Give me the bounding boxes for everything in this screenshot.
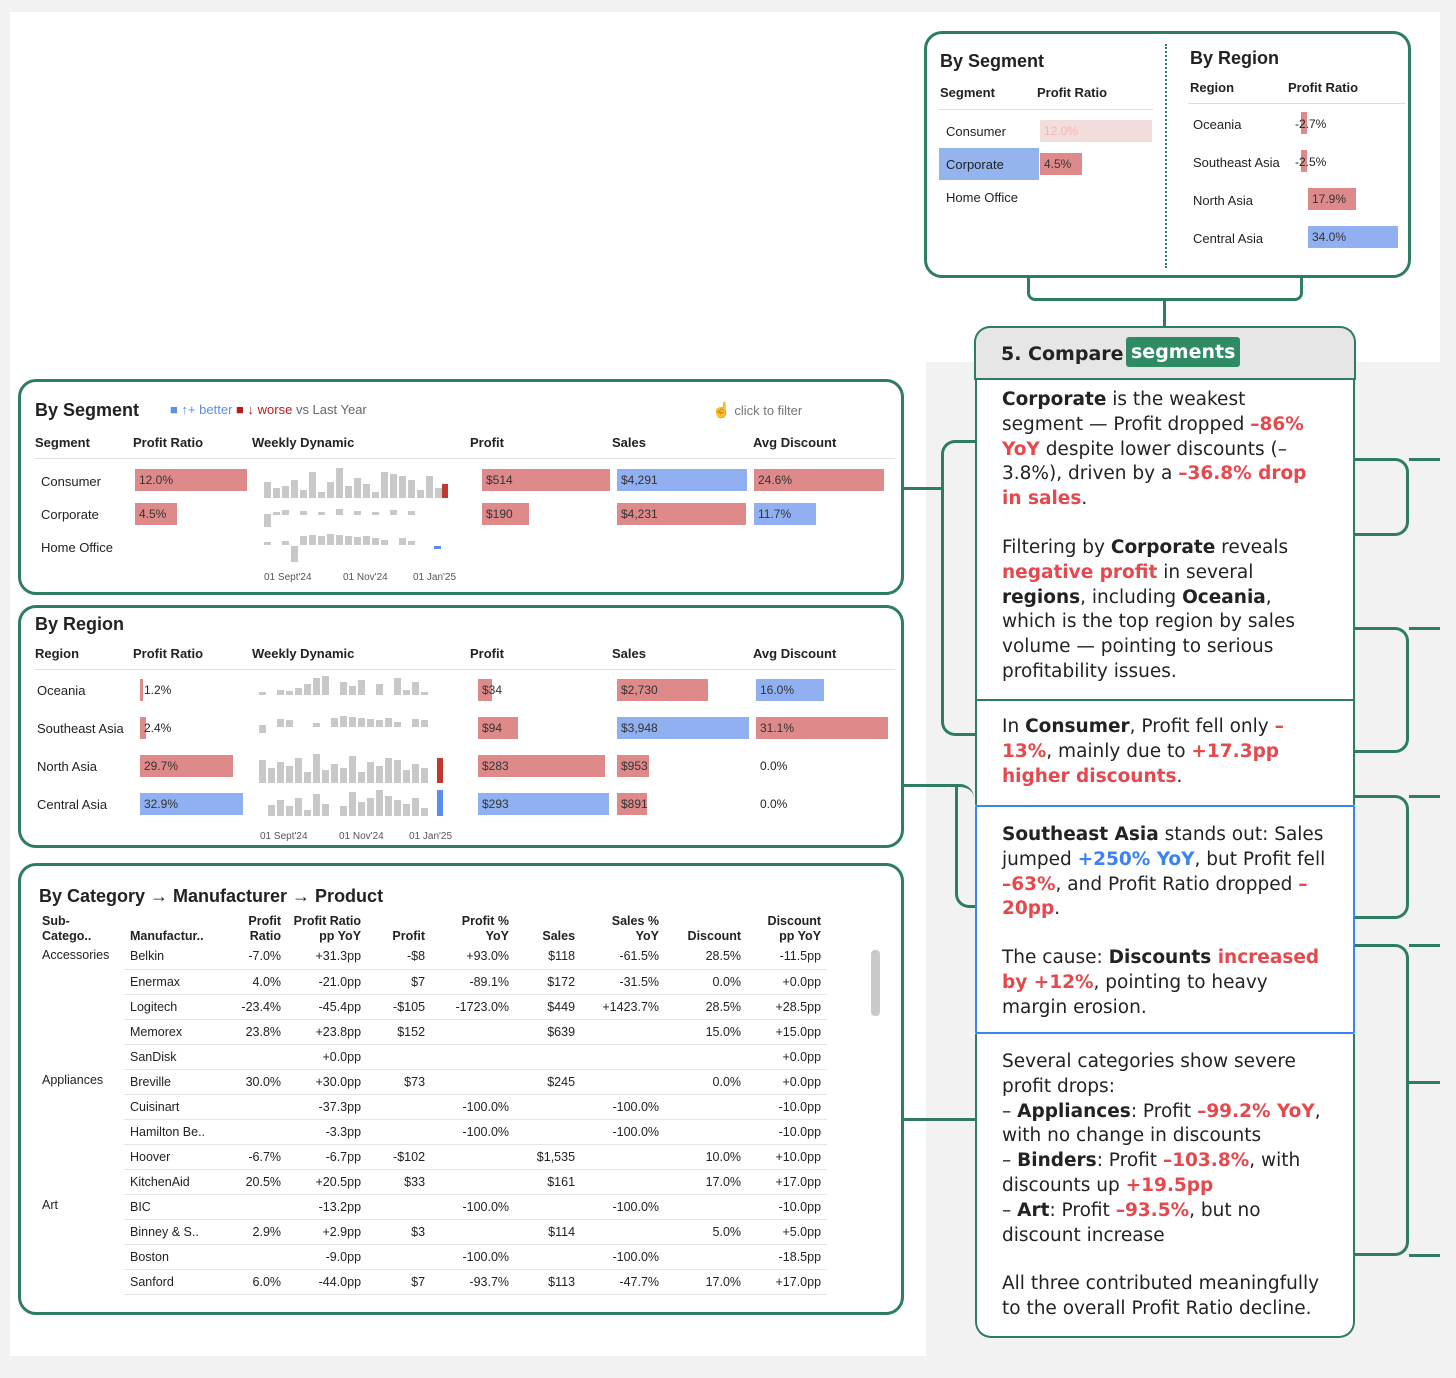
- table-cell: [431, 1144, 515, 1169]
- table-cell: [36, 1244, 124, 1269]
- table-cell: [367, 1044, 431, 1069]
- connector: [1027, 277, 1303, 301]
- table-cell: -$8: [367, 944, 431, 969]
- table-row[interactable]: [36, 1044, 827, 1069]
- table-row[interactable]: [36, 994, 827, 1019]
- table-cell: [367, 1194, 431, 1219]
- profit-bar[interactable]: $293: [478, 793, 609, 815]
- table-cell: $113: [515, 1269, 581, 1294]
- category-table: [36, 912, 827, 1295]
- axis-tick: 01 Nov'24: [343, 572, 388, 583]
- insight-text: The cause: Discounts increased by +12%, pointing to heavy margin erosion.: [1002, 947, 1320, 1018]
- table-row[interactable]: [36, 969, 827, 994]
- table-cell: $172: [515, 969, 581, 994]
- category-title: By Category → Manufacturer → Product: [39, 886, 384, 906]
- table-cell: [665, 1094, 747, 1119]
- table-cell: 23.8%: [211, 1019, 287, 1044]
- table-cell: [36, 1044, 124, 1069]
- table-cell: 28.5%: [665, 994, 747, 1019]
- profit-ratio-bar[interactable]: 29.7%: [140, 755, 233, 777]
- profit-ratio-bar[interactable]: 17.9%: [1308, 188, 1356, 210]
- col-header: Profit Ratio: [1288, 80, 1359, 95]
- table-cell: BIC: [124, 1194, 211, 1219]
- table-row[interactable]: [36, 1119, 827, 1144]
- table-cell: Art: [42, 1198, 58, 1212]
- profit-ratio-bar[interactable]: 4.5%: [1040, 153, 1082, 175]
- table-cell: Binney & S..: [124, 1219, 211, 1244]
- segment-title: By Segment: [35, 400, 140, 420]
- table-cell: $33: [367, 1169, 431, 1194]
- table-cell: [431, 1169, 515, 1194]
- table-cell: +0.0pp: [747, 1069, 827, 1094]
- col-header: Segment: [35, 435, 90, 450]
- table-cell: [515, 1044, 581, 1069]
- table-cell: [367, 1094, 431, 1119]
- table-cell: [665, 1119, 747, 1144]
- table-cell: -61.5%: [581, 944, 665, 969]
- sales-bar[interactable]: $2,730: [617, 679, 708, 701]
- table-cell: +0.0pp: [747, 969, 827, 994]
- axis-tick: 01 Sept'24: [264, 572, 312, 583]
- click-hint-label: click to filter: [734, 403, 803, 418]
- table-cell: +10.0pp: [747, 1144, 827, 1169]
- table-cell: Hoover: [124, 1144, 211, 1169]
- region-row-north-asia[interactable]: North Asia: [37, 759, 97, 774]
- table-cell: [36, 969, 124, 994]
- discount-value: 0.0%: [760, 759, 788, 773]
- profit-bar[interactable]: $190: [482, 503, 529, 525]
- col-header: Manufactur..: [130, 929, 204, 943]
- col-header: Sales % YoY: [611, 914, 660, 943]
- profit-ratio-bar[interactable]: 32.9%: [140, 793, 243, 815]
- table-cell: $161: [515, 1169, 581, 1194]
- sales-bar[interactable]: $3,948: [617, 717, 749, 739]
- connector: [1355, 627, 1409, 753]
- table-cell: -13.2pp: [287, 1194, 367, 1219]
- table-cell: +0.0pp: [287, 1044, 367, 1069]
- insight-text: Southeast Asia stands out: Sales jumped +250% YoY, but Profit fell –63%, and Profit Ratio dropped –20pp.: [1002, 824, 1326, 920]
- table-cell: $152: [367, 1019, 431, 1044]
- table-cell: Hamilton Be..: [124, 1119, 211, 1144]
- insight-consumer: [975, 701, 1355, 805]
- legend-worse: ■ ↓ worse: [236, 402, 293, 417]
- table-cell: [36, 1169, 124, 1194]
- table-cell: $114: [515, 1219, 581, 1244]
- scrollbar[interactable]: [871, 950, 880, 1016]
- table-cell: -31.5%: [581, 969, 665, 994]
- table-cell: -100.0%: [431, 1094, 515, 1119]
- col-header: Avg Discount: [753, 435, 837, 450]
- profit-bar[interactable]: $94: [478, 717, 518, 739]
- col-header: Weekly Dynamic: [252, 646, 355, 661]
- table-cell: Memorex: [124, 1019, 211, 1044]
- weekly-sparkline: [258, 462, 458, 572]
- table-cell: 6.0%: [211, 1269, 287, 1294]
- profit-ratio-value: -2.7%: [1295, 117, 1327, 131]
- axis-tick: 01 Jan'25: [409, 831, 453, 842]
- table-row[interactable]: [36, 1144, 827, 1169]
- table-cell: 30.0%: [211, 1069, 287, 1094]
- table-row[interactable]: [36, 1169, 827, 1194]
- table-cell: +17.0pp: [747, 1169, 827, 1194]
- table-cell: [36, 1094, 124, 1119]
- col-header: Sales: [612, 646, 646, 661]
- col-header: Profit: [392, 929, 426, 943]
- table-cell: [211, 1119, 287, 1144]
- filter-segment-corporate[interactable]: Corporate: [946, 157, 1004, 172]
- connector: [904, 487, 944, 490]
- table-cell: +1423.7%: [581, 994, 665, 1019]
- col-header: Profit Ratio: [133, 435, 204, 450]
- profit-ratio-bar[interactable]: [140, 679, 143, 701]
- region-title: By Region: [35, 614, 125, 634]
- connector: [1355, 944, 1409, 1256]
- table-cell: [581, 1144, 665, 1169]
- table-cell: Accessories: [42, 948, 110, 962]
- insight-text: Several categories show severe profit drops: – Appliances: Profit –99.2% YoY, with no change in discounts – Binders: Profit –103.8%, with discounts up +19.5pp – Art: Profit –93.5%, but no discount increase: [1002, 1051, 1321, 1246]
- insight-text: Filtering by Corporate reveals negative profit in several regions, including Oceania, which is the top region by sales volume — pointing to serious profitability issues.: [1002, 536, 1295, 682]
- insight-text: Corporate is the weakest segment — Profit dropped –86% YoY despite lower discounts (–3.8%), driven by a –36.8% drop in sales.: [1002, 389, 1307, 510]
- profit-ratio-value: -2.5%: [1295, 155, 1327, 169]
- filter-segment-home-office[interactable]: Home Office: [946, 190, 1019, 205]
- table-cell: $7: [367, 1269, 431, 1294]
- table-cell: +28.5pp: [747, 994, 827, 1019]
- table-cell: Cuisinart: [124, 1094, 211, 1119]
- discount-bar[interactable]: 11.7%: [754, 503, 816, 525]
- table-cell: -100.0%: [581, 1094, 665, 1119]
- insight-southeast-asia: [975, 805, 1355, 1034]
- table-cell: Sanford: [124, 1269, 211, 1294]
- profit-bar[interactable]: $34: [478, 679, 492, 701]
- table-cell: [36, 1219, 124, 1244]
- col-header: Sales: [542, 929, 576, 943]
- table-cell: 0.0%: [665, 1069, 747, 1094]
- table-cell: [581, 1069, 665, 1094]
- table-cell: -21.0pp: [287, 969, 367, 994]
- connector: [1409, 627, 1440, 630]
- filter-region-oceania[interactable]: Oceania: [1193, 117, 1242, 132]
- table-cell: -3.3pp: [287, 1119, 367, 1144]
- table-row[interactable]: [36, 1194, 827, 1219]
- table-cell: Logitech: [124, 994, 211, 1019]
- col-header: Discount pp YoY: [767, 914, 822, 943]
- profit-ratio-value: 1.2%: [144, 683, 172, 697]
- connector: [1409, 944, 1440, 947]
- table-cell: $639: [515, 1019, 581, 1044]
- click-to-filter-hint[interactable]: [712, 401, 802, 419]
- table-cell: -1723.0%: [431, 994, 515, 1019]
- table-cell: [515, 1244, 581, 1269]
- table-cell: [515, 1194, 581, 1219]
- table-cell: [36, 1269, 124, 1294]
- table-cell: $449: [515, 994, 581, 1019]
- col-header: Region: [35, 646, 80, 661]
- region-row-oceania[interactable]: Oceania: [37, 683, 86, 698]
- segment-row-home-office[interactable]: Home Office: [41, 540, 114, 555]
- table-cell: -100.0%: [581, 1119, 665, 1144]
- table-cell: [36, 1119, 124, 1144]
- axis-tick: 01 Jan'25: [413, 572, 457, 583]
- connector: [1163, 300, 1166, 328]
- filter-region-north-asia[interactable]: North Asia: [1193, 193, 1253, 208]
- table-cell: -$102: [367, 1144, 431, 1169]
- discount-value: 0.0%: [760, 797, 788, 811]
- table-cell: KitchenAid: [124, 1169, 211, 1194]
- table-cell: [581, 1169, 665, 1194]
- profit-ratio-bar[interactable]: 12.0%: [135, 469, 247, 491]
- col-header: Discount: [687, 929, 742, 943]
- insight-text: In Consumer, Profit fell only –13%, mainly due to +17.3pp higher discounts.: [1002, 716, 1284, 787]
- table-cell: -6.7pp: [287, 1144, 367, 1169]
- connector: [1409, 458, 1440, 461]
- table-cell: 17.0%: [665, 1269, 747, 1294]
- hand-pointer-icon: ☝: [712, 402, 731, 419]
- connector: [1355, 458, 1409, 536]
- table-cell: -9.0pp: [287, 1244, 367, 1269]
- table-cell: +17.0pp: [747, 1269, 827, 1294]
- table-cell: [36, 994, 124, 1019]
- table-cell: +30.0pp: [287, 1069, 367, 1094]
- connector: [904, 1118, 976, 1121]
- table-cell: +5.0pp: [747, 1219, 827, 1244]
- segment-row-consumer[interactable]: Consumer: [41, 474, 101, 489]
- table-cell: -44.0pp: [287, 1269, 367, 1294]
- table-cell: [36, 1144, 124, 1169]
- step-number: 5. Compare: [1001, 343, 1124, 365]
- table-cell: [36, 1019, 124, 1044]
- profit-bar[interactable]: $283: [478, 755, 605, 777]
- table-cell: +23.8pp: [287, 1019, 367, 1044]
- table-cell: 2.9%: [211, 1219, 287, 1244]
- table-cell: -93.7%: [431, 1269, 515, 1294]
- table-cell: 20.5%: [211, 1169, 287, 1194]
- table-cell: [665, 1194, 747, 1219]
- table-row[interactable]: [36, 1219, 827, 1244]
- table-cell: $245: [515, 1069, 581, 1094]
- table-cell: $73: [367, 1069, 431, 1094]
- table-cell: 28.5%: [665, 944, 747, 969]
- col-header: Sales: [612, 435, 646, 450]
- table-cell: +2.9pp: [287, 1219, 367, 1244]
- table-row[interactable]: [36, 944, 827, 969]
- profit-ratio-value: 2.4%: [144, 721, 172, 735]
- sales-bar[interactable]: $891: [617, 793, 647, 815]
- table-cell: -$105: [367, 994, 431, 1019]
- table-cell: [367, 1119, 431, 1144]
- table-cell: 15.0%: [665, 1019, 747, 1044]
- filter-region-title: By Region: [1190, 48, 1280, 68]
- legend: [170, 402, 367, 417]
- col-header: Avg Discount: [753, 646, 837, 661]
- col-header: Region: [1190, 80, 1235, 95]
- insight-text: All three contributed meaningfully to the overall Profit Ratio decline.: [1002, 1273, 1320, 1320]
- table-cell: -100.0%: [431, 1244, 515, 1269]
- axis-tick: 01 Nov'24: [339, 831, 384, 842]
- table-cell: +31.3pp: [287, 944, 367, 969]
- discount-bar[interactable]: 31.1%: [756, 717, 888, 739]
- table-cell: [211, 1044, 287, 1069]
- table-cell: [431, 1019, 515, 1044]
- table-cell: -18.5pp: [747, 1244, 827, 1269]
- profit-ratio-bar[interactable]: 12.0%: [1040, 120, 1152, 142]
- table-cell: Boston: [124, 1244, 211, 1269]
- col-header: Profit % YoY: [461, 914, 510, 943]
- table-row[interactable]: [36, 1069, 827, 1094]
- sales-bar[interactable]: $4,291: [617, 469, 747, 491]
- table-cell: -10.0pp: [747, 1119, 827, 1144]
- connector: [1355, 795, 1409, 919]
- legend-better: ■ ↑+ better: [170, 402, 233, 417]
- table-cell: $7: [367, 969, 431, 994]
- table-cell: +93.0%: [431, 944, 515, 969]
- profit-ratio-bar[interactable]: 4.5%: [135, 503, 177, 525]
- col-header: Profit: [470, 435, 504, 450]
- table-cell: $3: [367, 1219, 431, 1244]
- col-header: Profit Ratio: [133, 646, 204, 661]
- table-cell: -23.4%: [211, 994, 287, 1019]
- divider: [1165, 44, 1167, 268]
- table-row[interactable]: [36, 1094, 827, 1119]
- insight-categories: [975, 1034, 1355, 1338]
- insight-corporate: [975, 380, 1355, 700]
- table-cell: [211, 1244, 287, 1269]
- segment-row-corporate[interactable]: Corporate: [41, 507, 99, 522]
- col-header: Sub-Catego..: [42, 914, 92, 943]
- connector: [941, 440, 975, 736]
- table-cell: -10.0pp: [747, 1094, 827, 1119]
- table-cell: [515, 1094, 581, 1119]
- region-row-central-asia[interactable]: Central Asia: [37, 797, 108, 812]
- table-cell: [211, 1094, 287, 1119]
- table-cell: 0.0%: [665, 969, 747, 994]
- col-header: Segment: [940, 85, 995, 100]
- table-cell: [581, 1019, 665, 1044]
- connector: [1409, 795, 1440, 798]
- table-cell: -37.3pp: [287, 1094, 367, 1119]
- table-cell: Breville: [124, 1069, 211, 1094]
- table-cell: [431, 1044, 515, 1069]
- table-cell: [581, 1219, 665, 1244]
- connector: [955, 784, 975, 908]
- col-header: Profit Ratio: [1037, 85, 1108, 100]
- table-cell: -100.0%: [431, 1194, 515, 1219]
- table-cell: [431, 1219, 515, 1244]
- filter-segment-consumer[interactable]: Consumer: [946, 124, 1006, 139]
- table-cell: [515, 1119, 581, 1144]
- table-cell: -7.0%: [211, 944, 287, 969]
- filter-segment-title: By Segment: [940, 51, 1045, 71]
- discount-bar[interactable]: 24.6%: [754, 469, 884, 491]
- table-cell: 5.0%: [665, 1219, 747, 1244]
- filter-region-southeast-asia[interactable]: Southeast Asia: [1193, 155, 1280, 170]
- discount-bar[interactable]: 16.0%: [756, 679, 824, 701]
- table-cell: -89.1%: [431, 969, 515, 994]
- table-cell: Enermax: [124, 969, 211, 994]
- table-cell: +15.0pp: [747, 1019, 827, 1044]
- col-header: Profit: [470, 646, 504, 661]
- profit-bar[interactable]: $514: [482, 469, 610, 491]
- step-tag: segments: [1126, 337, 1240, 367]
- table-cell: +0.0pp: [747, 1044, 827, 1069]
- table-cell: [211, 1194, 287, 1219]
- connector: [1409, 1254, 1440, 1257]
- table-cell: -6.7%: [211, 1144, 287, 1169]
- table-row[interactable]: [36, 1244, 827, 1269]
- col-header: Weekly Dynamic: [252, 435, 355, 450]
- region-row-southeast-asia[interactable]: Southeast Asia: [37, 721, 124, 736]
- table-cell: $1,535: [515, 1144, 581, 1169]
- table-cell: -100.0%: [581, 1194, 665, 1219]
- table-cell: $118: [515, 944, 581, 969]
- table-cell: SanDisk: [124, 1044, 211, 1069]
- table-cell: -47.7%: [581, 1269, 665, 1294]
- table-cell: Belkin: [124, 944, 211, 969]
- table-cell: [367, 1244, 431, 1269]
- axis-tick: 01 Sept'24: [260, 831, 308, 842]
- col-header: Profit Ratio pp YoY: [293, 914, 362, 943]
- table-cell: -11.5pp: [747, 944, 827, 969]
- table-cell: Appliances: [42, 1073, 104, 1087]
- legend-vs: vs Last Year: [295, 402, 367, 417]
- table-row[interactable]: [36, 1269, 827, 1294]
- weekly-sparkline: [255, 672, 455, 822]
- table-cell: [581, 1044, 665, 1069]
- table-cell: +20.5pp: [287, 1169, 367, 1194]
- table-cell: 4.0%: [211, 969, 287, 994]
- table-cell: -10.0pp: [747, 1194, 827, 1219]
- table-cell: -45.4pp: [287, 994, 367, 1019]
- filter-region-central-asia[interactable]: Central Asia: [1193, 231, 1264, 246]
- connector: [1409, 1081, 1440, 1084]
- table-cell: 17.0%: [665, 1169, 747, 1194]
- table-cell: -100.0%: [431, 1119, 515, 1144]
- table-cell: -100.0%: [581, 1244, 665, 1269]
- sales-bar[interactable]: $953: [617, 755, 649, 777]
- profit-ratio-bar[interactable]: 34.0%: [1308, 226, 1398, 248]
- table-cell: [431, 1069, 515, 1094]
- table-cell: [665, 1044, 747, 1069]
- col-header: Profit Ratio: [248, 914, 282, 943]
- sales-bar[interactable]: $4,231: [617, 503, 746, 525]
- table-cell: 10.0%: [665, 1144, 747, 1169]
- table-row[interactable]: [36, 1019, 827, 1044]
- table-cell: [665, 1244, 747, 1269]
